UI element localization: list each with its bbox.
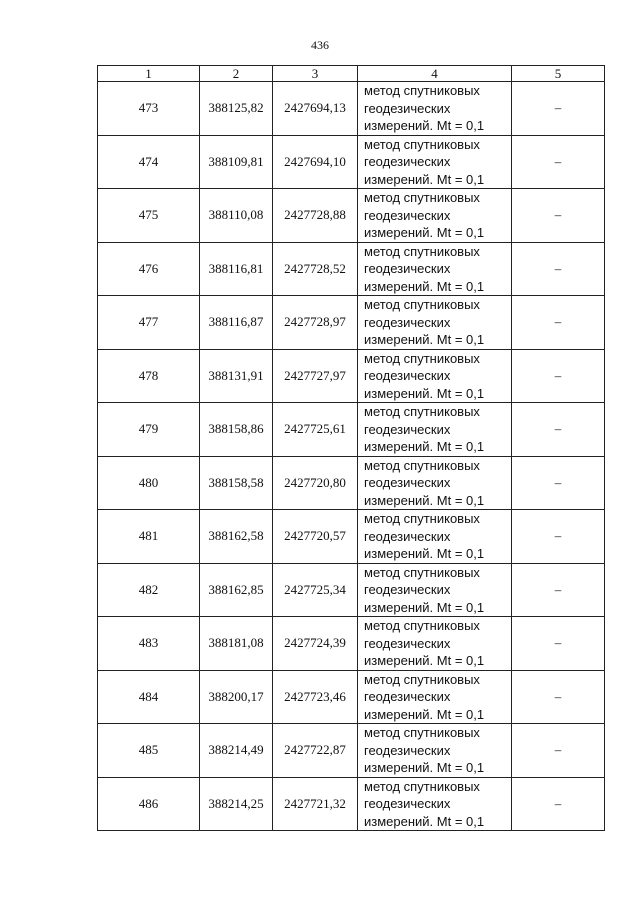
method-line-3: измерений. Mt = 0,1 [364,385,485,401]
accuracy-cell: – [512,242,605,296]
method-cell [358,135,512,189]
point-number-cell: 482 [98,563,200,617]
y-coordinate-cell: 2427728,88 [273,189,358,243]
method-cell [358,510,512,564]
point-number-cell: 473 [98,82,200,136]
point-number-cell: 480 [98,456,200,510]
point-number-cell: 481 [98,510,200,564]
y-coordinate-cell: 2427694,13 [273,82,358,136]
y-coordinate-cell: 2427720,57 [273,510,358,564]
method-cell [358,403,512,457]
y-coordinate-cell: 2427723,46 [273,670,358,724]
point-number-cell: 486 [98,777,200,831]
header-col-4: 4 [358,66,512,82]
method-line-3: измерений. Mt = 0,1 [364,706,485,722]
point-number-cell: 474 [98,135,200,189]
method-cell [358,456,512,510]
point-number-cell: 475 [98,189,200,243]
method-line-1: метод спутниковых [364,136,480,152]
x-coordinate-cell: 388214,25 [200,777,273,831]
table-row [98,242,605,296]
point-number-cell: 485 [98,724,200,778]
method-line-1: метод спутниковых [364,243,480,259]
point-number-cell: 484 [98,670,200,724]
accuracy-cell: – [512,403,605,457]
method-line-2: геодезических [364,154,451,169]
method-line-3: измерений. Mt = 0,1 [364,760,485,775]
y-coordinate-cell: 2427720,80 [273,456,358,510]
table-row [98,617,605,671]
table-row [98,189,605,243]
method-line-2: геодезических [364,742,451,758]
x-coordinate-cell: 388125,82 [200,82,273,136]
method-line-3: измерений. Mt = 0,1 [364,492,485,508]
table-row [98,403,605,457]
method-line-1: метод спутниковых [364,778,480,794]
accuracy-cell: – [512,777,605,831]
y-coordinate-cell: 2427721,32 [273,777,358,831]
method-line-1: метод спутниковых [364,671,480,687]
accuracy-cell: – [512,135,605,189]
method-line-1: метод спутниковых [364,83,480,98]
method-line-2: геодезических [364,796,451,811]
method-line-3: измерений. Mt = 0,1 [364,278,485,294]
y-coordinate-cell: 2427694,10 [273,135,358,189]
method-line-1: метод спутниковых [364,725,480,740]
y-coordinate-cell: 2427728,52 [273,242,358,296]
y-coordinate-cell: 2427728,97 [273,296,358,350]
point-number-cell: 478 [98,349,200,403]
method-line-3: измерений. Mt = 0,1 [364,225,485,240]
table-row [98,777,605,831]
x-coordinate-cell: 388131,91 [200,349,273,403]
method-line-2: геодезических [364,475,451,490]
header-col-2: 2 [200,66,273,82]
method-line-3: измерений. Mt = 0,1 [364,439,485,454]
table-row [98,135,605,189]
accuracy-cell: – [512,510,605,564]
table-row [98,82,605,136]
method-line-3: измерений. Mt = 0,1 [364,653,485,668]
table-row [98,724,605,778]
method-line-2: геодезических [364,635,451,651]
x-coordinate-cell: 388116,81 [200,242,273,296]
method-cell [358,82,512,136]
point-number-cell: 476 [98,242,200,296]
x-coordinate-cell: 388109,81 [200,135,273,189]
method-cell [358,242,512,296]
method-line-1: метод спутниковых [364,404,480,419]
method-line-3: измерений. Mt = 0,1 [364,599,485,615]
method-line-2: геодезических [364,528,451,544]
method-line-1: метод спутниковых [364,457,480,473]
accuracy-cell: – [512,724,605,778]
method-cell [358,189,512,243]
method-line-3: измерений. Mt = 0,1 [364,171,485,187]
method-line-2: геодезических [364,368,451,383]
x-coordinate-cell: 388181,08 [200,617,273,671]
method-line-1: метод спутниковых [364,297,480,312]
method-line-3: измерений. Mt = 0,1 [364,546,485,561]
method-line-1: метод спутниковых [364,350,480,366]
x-coordinate-cell: 388214,49 [200,724,273,778]
table-header [98,66,605,82]
method-line-2: геодезических [364,314,451,330]
x-coordinate-cell: 388200,17 [200,670,273,724]
accuracy-cell: – [512,456,605,510]
accuracy-cell: – [512,670,605,724]
x-coordinate-cell: 388162,58 [200,510,273,564]
method-line-1: метод спутниковых [364,618,480,633]
method-line-3: измерений. Mt = 0,1 [364,813,485,829]
table-row [98,563,605,617]
accuracy-cell: – [512,189,605,243]
header-col-5: 5 [512,66,605,82]
accuracy-cell: – [512,563,605,617]
accuracy-cell: – [512,296,605,350]
method-line-2: геодезических [364,689,451,704]
method-cell [358,617,512,671]
x-coordinate-cell: 388110,08 [200,189,273,243]
table-row [98,670,605,724]
method-cell [358,563,512,617]
method-line-3: измерений. Mt = 0,1 [364,332,485,347]
table-row [98,349,605,403]
table-row [98,456,605,510]
method-cell [358,296,512,350]
method-line-2: геодезических [364,100,451,116]
header-row [98,66,605,82]
table-row [98,296,605,350]
x-coordinate-cell: 388158,58 [200,456,273,510]
y-coordinate-cell: 2427724,39 [273,617,358,671]
x-coordinate-cell: 388116,87 [200,296,273,350]
method-cell [358,777,512,831]
accuracy-cell: – [512,617,605,671]
method-line-3: измерений. Mt = 0,1 [364,118,485,133]
x-coordinate-cell: 388162,85 [200,563,273,617]
y-coordinate-cell: 2427722,87 [273,724,358,778]
method-line-1: метод спутниковых [364,511,480,526]
method-cell [358,349,512,403]
y-coordinate-cell: 2427725,61 [273,403,358,457]
method-cell [358,724,512,778]
accuracy-cell: – [512,349,605,403]
x-coordinate-cell: 388158,86 [200,403,273,457]
method-line-2: геодезических [364,582,451,597]
table-row [98,510,605,564]
coordinates-table [97,65,605,831]
method-line-2: геодезических [364,261,451,276]
page-number: 436 [311,38,329,52]
method-line-1: метод спутниковых [364,564,480,580]
method-line-2: геодезических [364,421,451,437]
y-coordinate-cell: 2427727,97 [273,349,358,403]
method-line-2: геодезических [364,207,451,223]
point-number-cell: 483 [98,617,200,671]
accuracy-cell: – [512,82,605,136]
method-line-1: метод спутниковых [364,190,480,205]
point-number-cell: 477 [98,296,200,350]
point-number-cell: 479 [98,403,200,457]
header-col-1: 1 [98,66,200,82]
header-col-3: 3 [273,66,358,82]
method-cell [358,670,512,724]
table-body [98,82,605,831]
y-coordinate-cell: 2427725,34 [273,563,358,617]
